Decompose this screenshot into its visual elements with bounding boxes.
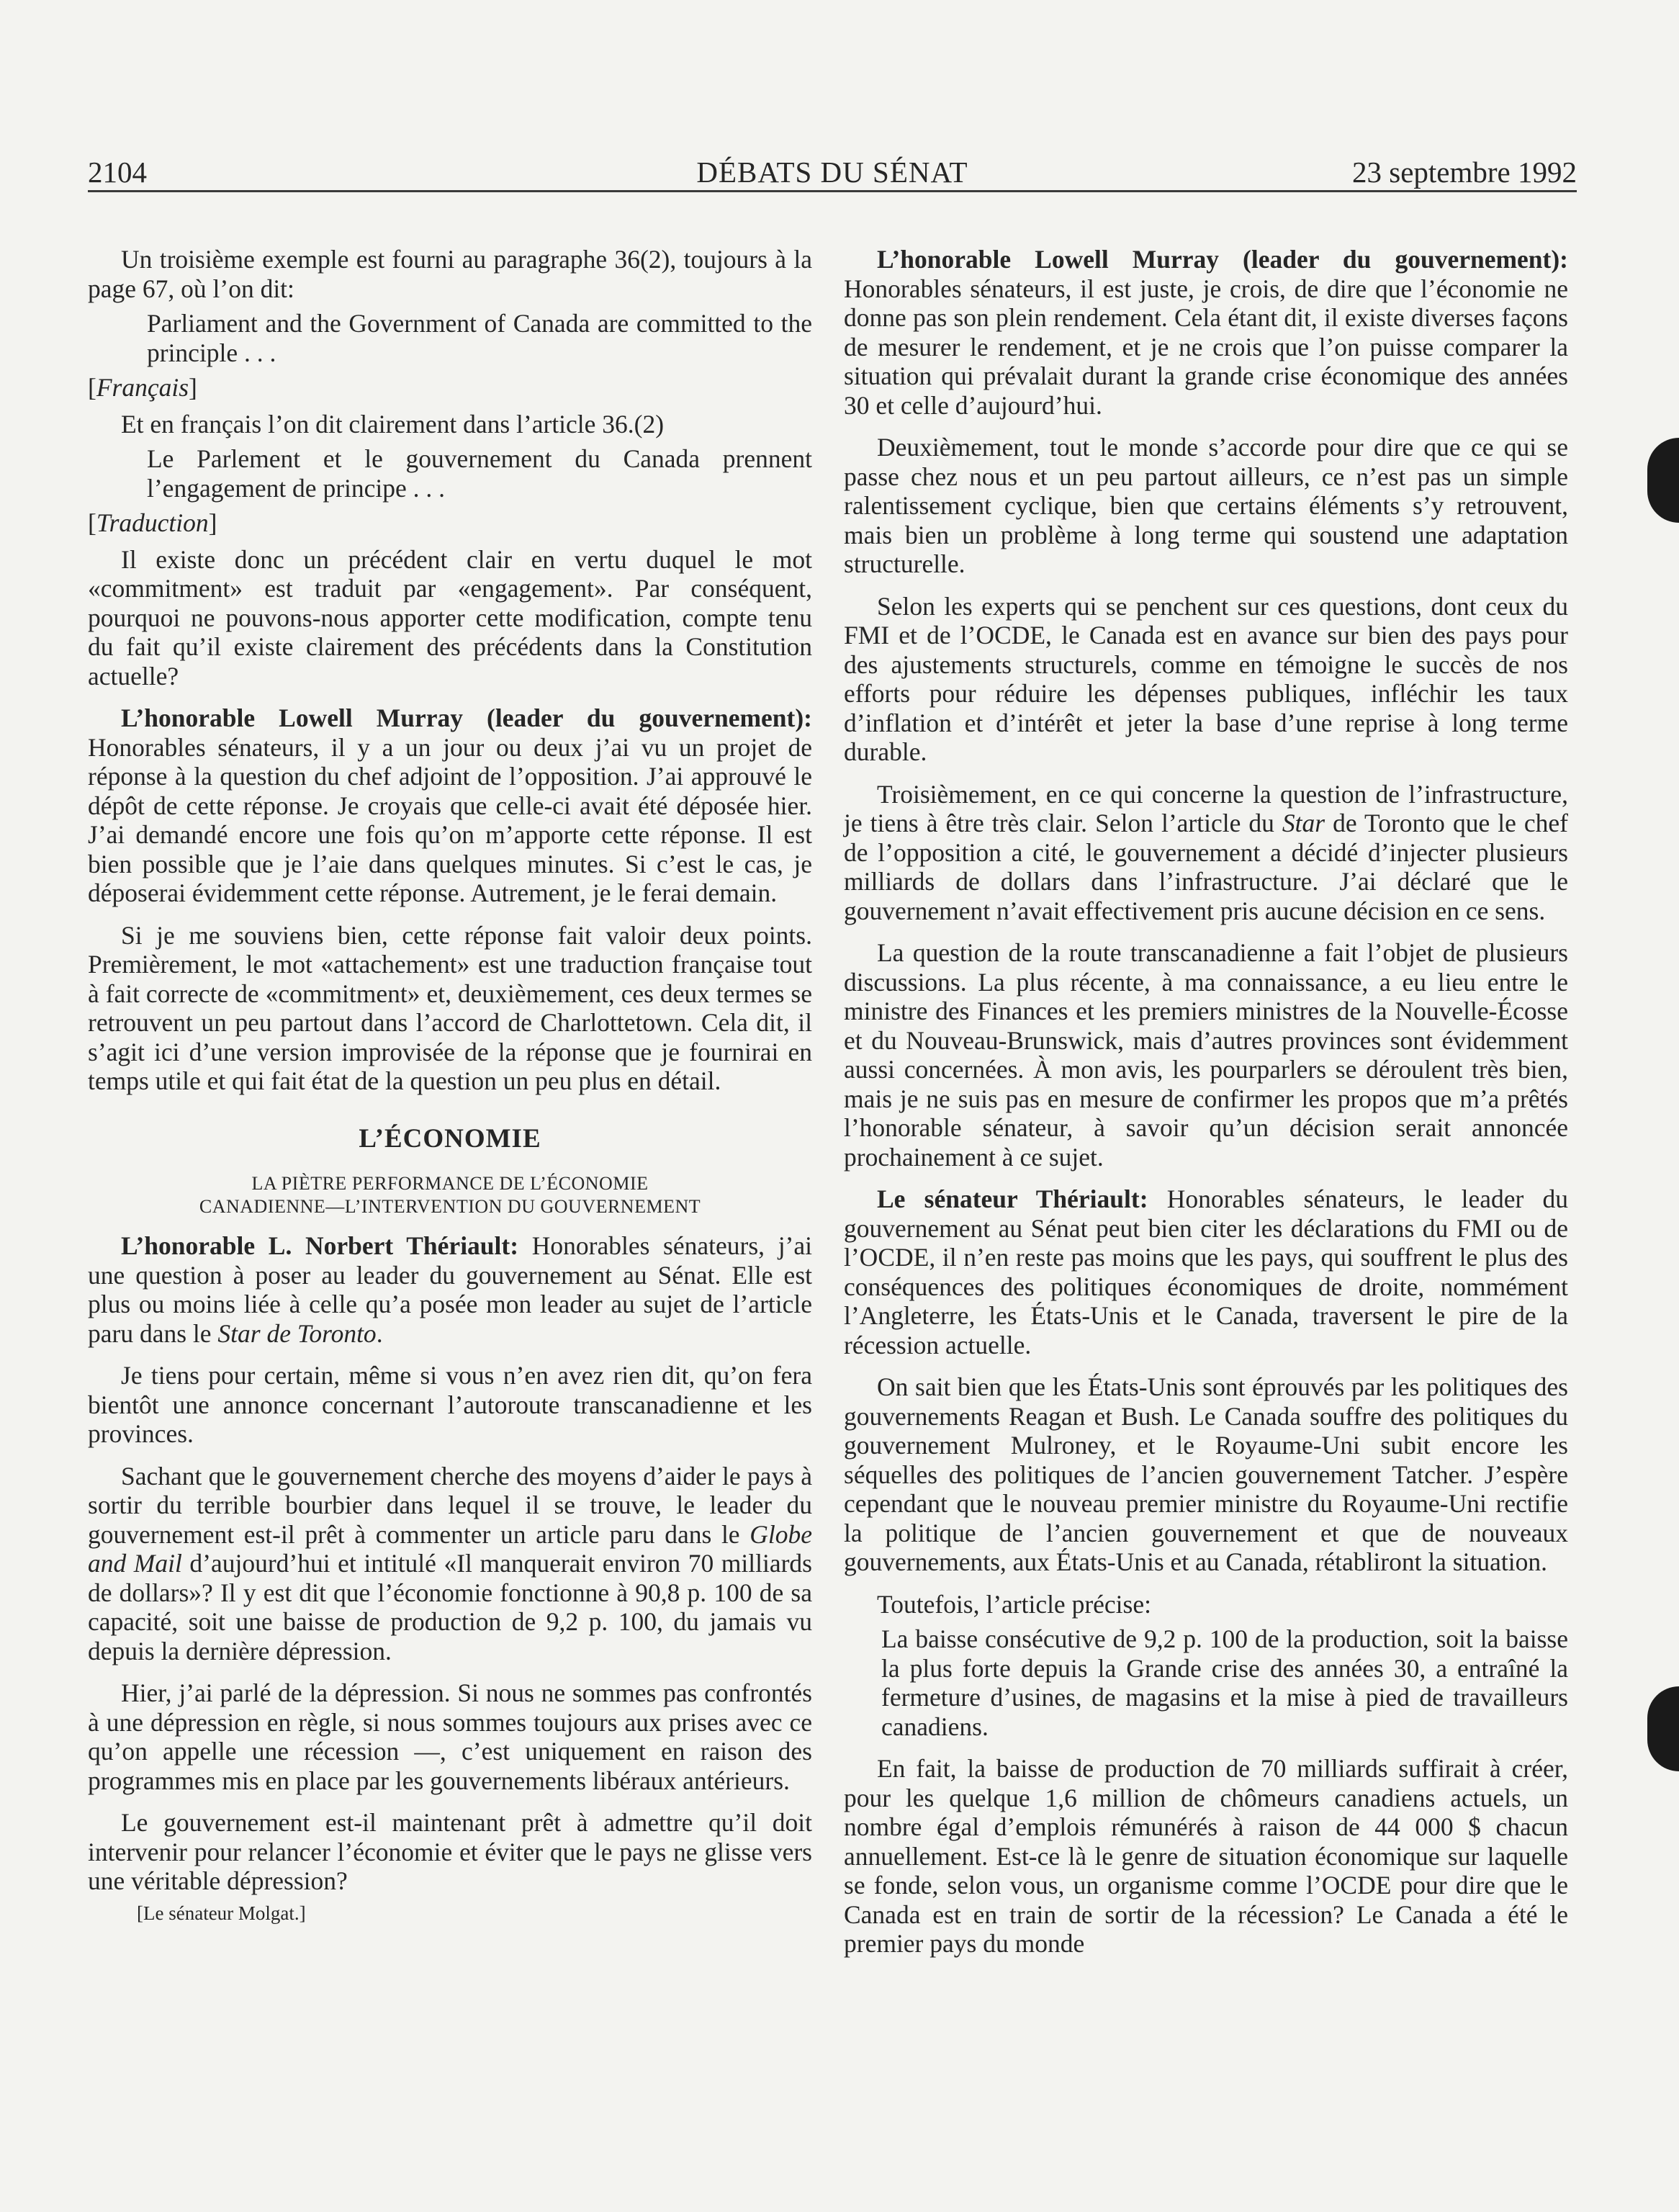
quote: La baisse consécutive de 9,2 p. 100 de la production, soit la baisse la plus forte depuis la Grande crise des années 30, a entraîné la fermeture d’usines, de magasins et la mise à pied de travailleurs canadiens. xyxy=(881,1624,1568,1741)
paragraph: L’honorable L. Norbert Thériault: Honorables sénateurs, j’ai une question à poser au leader du gouvernement au Sénat. Elle est plus ou moins liée à celle qu’a posée mon leader au sujet de l’article paru dans le Star de Toronto. xyxy=(88,1231,813,1348)
paragraph: L’honorable Lowell Murray (leader du gouvernement): Honorables sénateurs, il y a un jour ou deux j’ai vu un projet de réponse à la question du chef adjoint de l’opposition. J’ai approuvé le dépôt de cette réponse. Je croyais que celle-ci avait été déposée hier. J’ai demandé encore une fois qu’on m’apporte cette réponse. Il est bien possible que je l’aie dans quelques minutes. Si c’est le cas, je déposerai évidemment cette réponse. Autrement, je le ferai demain. xyxy=(88,703,812,907)
paragraph: Hier, j’ai parlé de la dépression. Si nous ne sommes pas confrontés à une dépression en règle, si nous sommes toujours aux prises avec ce qu’on appelle une récession —, c’est uniquement en raison des programmes mis en place par les gouvernements libéraux antérieurs. xyxy=(88,1678,812,1795)
paragraph: Et en français l’on dit clairement dans l’article 36.(2) xyxy=(121,409,665,439)
subsection-heading: LA PIÈTRE PERFORMANCE DE L’ÉCONOMIE CANADIENNE—L’INTERVENTION DU GOUVERNEMENT xyxy=(199,1173,701,1217)
binder-hole-mark xyxy=(1647,438,1679,523)
paragraph: Sachant que le gouvernement cherche des moyens d’aider le pays à sortir du terrible bourbier dans lequel il se trouve, le leader du gouvernement est-il prêt à commenter un article paru dans le Globe and Mail d’aujourd’hui et intitulé «Il manquerait environ 70 milliards de dollars»? Il y est dit que l’économie fonctionne à 90,8 p. 100 de sa capacité, soit une baisse de production de 9,2 p. 100, du jamais vu depuis la dernière dépression. xyxy=(88,1461,812,1665)
speaker-name: Le sénateur Thériault: xyxy=(877,1184,1148,1213)
paragraph: Selon les experts qui se penchent sur ces questions, dont ceux du FMI et de l’OCDE, le Canada est en avance sur bien des pays pour des ajustements structurels, comme en témoigne le succès de nos efforts pour réduire les dépenses publiques, infléchir les taux d’inflation et d’intérêt et jeter la base d’une reprise à long terme durable. xyxy=(844,591,1568,766)
paragraph: Le sénateur Thériault: Honorables sénateurs, le leader du gouvernement au Sénat peut bien citer les déclarations du FMI ou de l’OCDE, il n’en reste pas moins que les pays, qui souffrent le plus des conséquences des politiques économiques de droite, nommément l’Angleterre, les États-Unis et le Canada, traversent le pire de la récession actuelle. xyxy=(844,1184,1568,1359)
speaker-name: L’honorable Lowell Murray (leader du gouvernement): xyxy=(121,703,812,732)
paragraph: On sait bien que les États-Unis sont éprouvés par les politiques des gouvernements Reagan et Bush. Le Canada souffre des politiques du gouvernement Mulroney, et le Royaume-Uni subit encore les séquelles des politiques de l’ancien gouvernement Tatcher. J’espère cependant que le nouveau premier ministre du Royaume-Uni rectifie la politique de l’ancien gouvernement et que de nouveaux gouvernements, aux États-Unis et au Canada, rétabliront la situation. xyxy=(844,1372,1568,1576)
paragraph: Si je me souviens bien, cette réponse fait valoir deux points. Premièrement, le mot «attachement» est une traduction française tout à fait correcte de «commitment» et, deuxièmement, ces deux termes se retrouvent un peu partout dans l’accord de Charlottetown. Cela dit, il s’agit ici d’une version improvisée de la réponse que je fournirai en temps utile et qui fait état de la question un peu plus en détail. xyxy=(88,920,812,1095)
paragraph: Toutefois, l’article précise: xyxy=(877,1589,1151,1619)
paragraph: Deuxièmement, tout le monde s’accorde pour dire que ce qui se passe chez nous et un peu partout ailleurs, ce n’est pas un simple ralentissement cyclique, bien que certains éléments s’y retrouvent, mais bien un problème à long terme qui soustend une adaptation structurelle. xyxy=(844,433,1568,578)
left-column xyxy=(88,245,812,1941)
publication-title: DÉBATS DU SÉNAT xyxy=(696,156,968,189)
binder-hole-mark xyxy=(1647,1686,1679,1771)
header-rule xyxy=(88,190,1577,192)
page-header xyxy=(88,153,1577,192)
paragraph: En fait, la baisse de production de 70 milliards suffirait à créer, pour les quelque 1,6 million de chômeurs canadiens actuels, un nombre égal d’emplois rémunérés à raison de 44 000 $ chacun annuellement. Est-ce là le genre de situation économique sur laquelle se fonde, selon vous, un organisme comme l’OCDE pour dire que le Canada est en train de sortir de la récession? Le Canada a été le premier pays du monde xyxy=(844,1754,1568,1958)
language-tag: [Français] xyxy=(88,373,197,402)
speaker-name: L’honorable Lowell Murray (leader du gouvernement): xyxy=(877,245,1568,274)
section-heading: L’ÉCONOMIE xyxy=(359,1123,541,1154)
paragraph: La question de la route transcanadienne a fait l’objet de plusieurs discussions. La plus récente, à ma connaissance, a eu lieu entre le ministre des Finances et les premiers ministres de la Nouvelle-Écosse et du Nouveau-Brunswick, mais d’autres provinces sont évidemment aussi concernées. À mon avis, les pourparlers se déroulent très bien, mais je ne suis pas en mesure de confirmer les propos que m’a prêtés l’honorable sénateur, à savoir qu’un décision serait annoncée prochainement à ce sujet. xyxy=(844,938,1568,1172)
paragraph: Un troisième exemple est fourni au paragraphe 36(2), toujours à la page 67, où l’on dit: xyxy=(88,245,812,303)
paragraph: L’honorable Lowell Murray (leader du gouvernement): Honorables sénateurs, il est juste, je crois, de dire que l’économie ne donne pas son plein rendement. Cela étant dit, il existe diverses façons de mesurer le rendement, et je ne crois que l’on puisse comparer la situation qui prévalait durant la grande crise économique des années 30 et celle d’aujourd’hui. xyxy=(844,245,1568,420)
page-number: 2104 xyxy=(88,156,147,189)
speaker-name: L’honorable L. Norbert Thériault: xyxy=(121,1231,519,1260)
paragraph: Le gouvernement est-il maintenant prêt à admettre qu’il doit intervenir pour relancer l’économie et éviter que le pays ne glisse vers une véritable dépression? xyxy=(88,1808,812,1895)
right-column xyxy=(844,245,1568,1972)
publication-date: 23 septembre 1992 xyxy=(1352,156,1577,189)
paragraph: Troisièmement, en ce qui concerne la question de l’infrastructure, je tiens à être très clair. Selon l’article du Star de Toronto que le chef de l’opposition a cité, le gouvernement a décidé d’injecter plusieurs milliards de dollars dans l’infrastructure. J’ai déclaré que le gouvernement n’avait effectivement pris aucune décision en ce sens. xyxy=(844,779,1568,925)
speaker-byline: [Le sénateur Molgat.] xyxy=(137,1902,306,1924)
quote: Parliament and the Government of Canada are committed to the principle . . . xyxy=(147,309,812,367)
paragraph: Il existe donc un précédent clair en vertu duquel le mot «commitment» est traduit par «engagement». Par conséquent, pourquoi ne pouvons-nous apporter cette modification, compte tenu du fait qu’il existe clairement des précédents dans la Constitution actuelle? xyxy=(88,544,812,691)
language-tag: [Traduction] xyxy=(88,508,217,537)
quote: Le Parlement et le gouvernement du Canada prennent l’engagement de principe . . . xyxy=(147,444,812,503)
paragraph: Je tiens pour certain, même si vous n’en avez rien dit, qu’on fera bientôt une annonce concernant l’autoroute transcanadienne et les provinces. xyxy=(88,1361,812,1448)
